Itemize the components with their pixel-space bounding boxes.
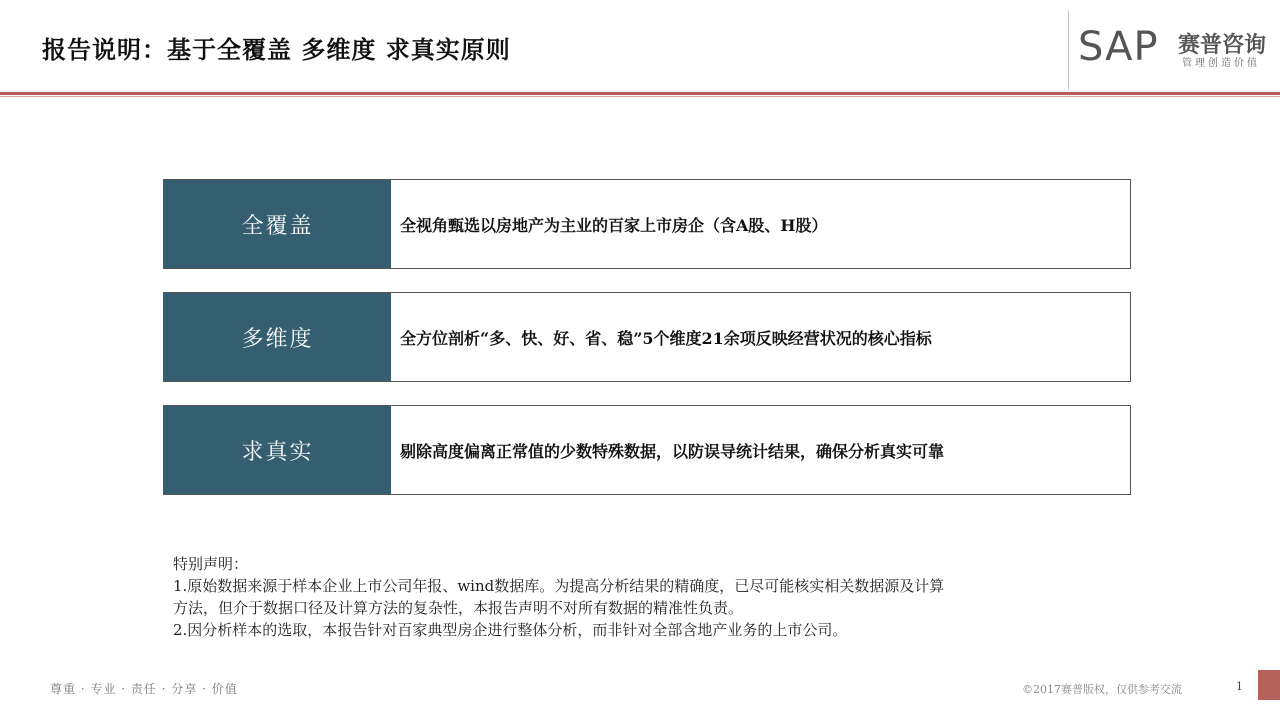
corner-accent xyxy=(1258,670,1280,700)
statement-line: 方法，但介于数据口径及计算方法的复杂性，本报告声明不对所有数据的精准性负责。 xyxy=(173,599,744,617)
statement-heading: 特别声明： xyxy=(173,555,249,573)
statement-line: 2.因分析样本的选取，本报告针对百家典型房企进行整体分析，而非针对全部含地产业务的上市公司。 xyxy=(173,621,848,639)
logo-slogan: 管理创造价值 xyxy=(1182,58,1260,69)
statement-line: 1.原始数据来源于样本企业上市公司年报、wind数据库。为提高分析结果的精确度，已尽可能核实相关数据源及计算 xyxy=(173,577,945,595)
principle-description: 全方位剖析“多、快、好、省、稳”5个维度21余项反映经营状况的核心指标 xyxy=(400,328,932,348)
principle-key: 多维度 xyxy=(164,293,391,381)
special-statement xyxy=(173,553,1133,641)
principle-description: 全视角甄选以房地产为主业的百家上市房企（含A股、H股） xyxy=(400,215,828,235)
header xyxy=(0,0,1280,96)
header-divider xyxy=(1068,10,1069,90)
logo-sap-text: SAP xyxy=(1078,24,1159,70)
footer-copyright: ©2017赛普版权，仅供参考交流 xyxy=(1022,683,1182,696)
principle-row-dimensions xyxy=(163,292,1131,382)
sap-logo xyxy=(1078,24,1268,76)
header-rule xyxy=(0,92,1280,95)
principle-description: 剔除高度偏离正常值的少数特殊数据，以防误导统计结果，确保分析真实可靠 xyxy=(400,441,945,461)
principle-row-truth xyxy=(163,405,1131,495)
principle-row-coverage xyxy=(163,179,1131,269)
principle-key: 求真实 xyxy=(164,406,391,494)
footer-values: 尊重 · 专业 · 责任 · 分享 · 价值 xyxy=(50,682,238,696)
page-title: 报告说明：基于全覆盖 多维度 求真实原则 xyxy=(42,35,511,64)
principle-key: 全覆盖 xyxy=(164,180,391,268)
logo-cn-text: 赛普咨询 xyxy=(1178,32,1267,58)
page-number: 1 xyxy=(1236,680,1243,693)
header-rule-thin xyxy=(0,96,1280,97)
